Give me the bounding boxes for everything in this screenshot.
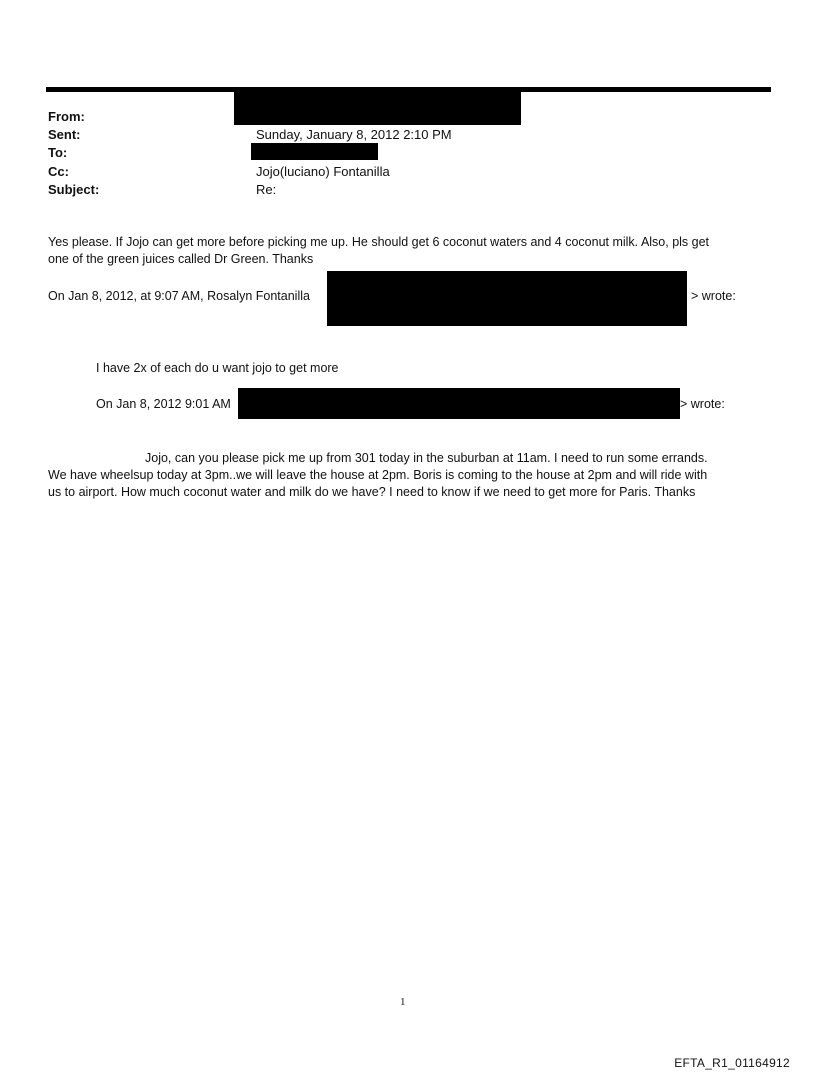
redaction-quote1-email	[327, 271, 687, 326]
message3-line2: We have wheelsup today at 3pm..we will leave the house at 2pm. Boris is coming to the house at 2pm and will ride with	[48, 468, 708, 482]
to-label: To:	[48, 145, 68, 160]
subject-label: Subject:	[48, 182, 100, 197]
quote1-prefix: On Jan 8, 2012, at 9:07 AM, Rosalyn Fontanilla	[48, 289, 310, 303]
cc-value: Jojo(luciano) Fontanilla	[256, 164, 390, 179]
message3-line1: Jojo, can you please pick me up from 301 today in the suburban at 11am. I need to run some errands.	[145, 451, 708, 465]
sent-label: Sent:	[48, 127, 81, 142]
quote2-prefix: On Jan 8, 2012 9:01 AM	[96, 397, 231, 411]
redaction-from	[234, 92, 521, 125]
message2-text: I have 2x of each do u want jojo to get more	[96, 361, 339, 375]
page-number: 1	[400, 996, 406, 1008]
message1-line2: one of the green juices called Dr Green. Thanks	[48, 252, 314, 266]
message3-line3: us to airport. How much coconut water and milk do we have? I need to know if we need to get more for Paris. Thanks	[48, 485, 696, 499]
message1-line1: Yes please. If Jojo can get more before picking me up. He should get 6 coconut waters and 4 coconut milk. Also, pls get	[48, 235, 710, 249]
redaction-quote2-email	[238, 388, 680, 419]
from-label: From:	[48, 109, 85, 124]
quote2-suffix: > wrote:	[680, 397, 725, 411]
sent-value: Sunday, January 8, 2012 2:10 PM	[256, 127, 452, 142]
quote1-suffix: > wrote:	[691, 289, 736, 303]
subject-value: Re:	[256, 182, 277, 197]
document-id: EFTA_R1_01164912	[674, 1056, 790, 1070]
redaction-to	[251, 143, 378, 160]
cc-label: Cc:	[48, 164, 69, 179]
